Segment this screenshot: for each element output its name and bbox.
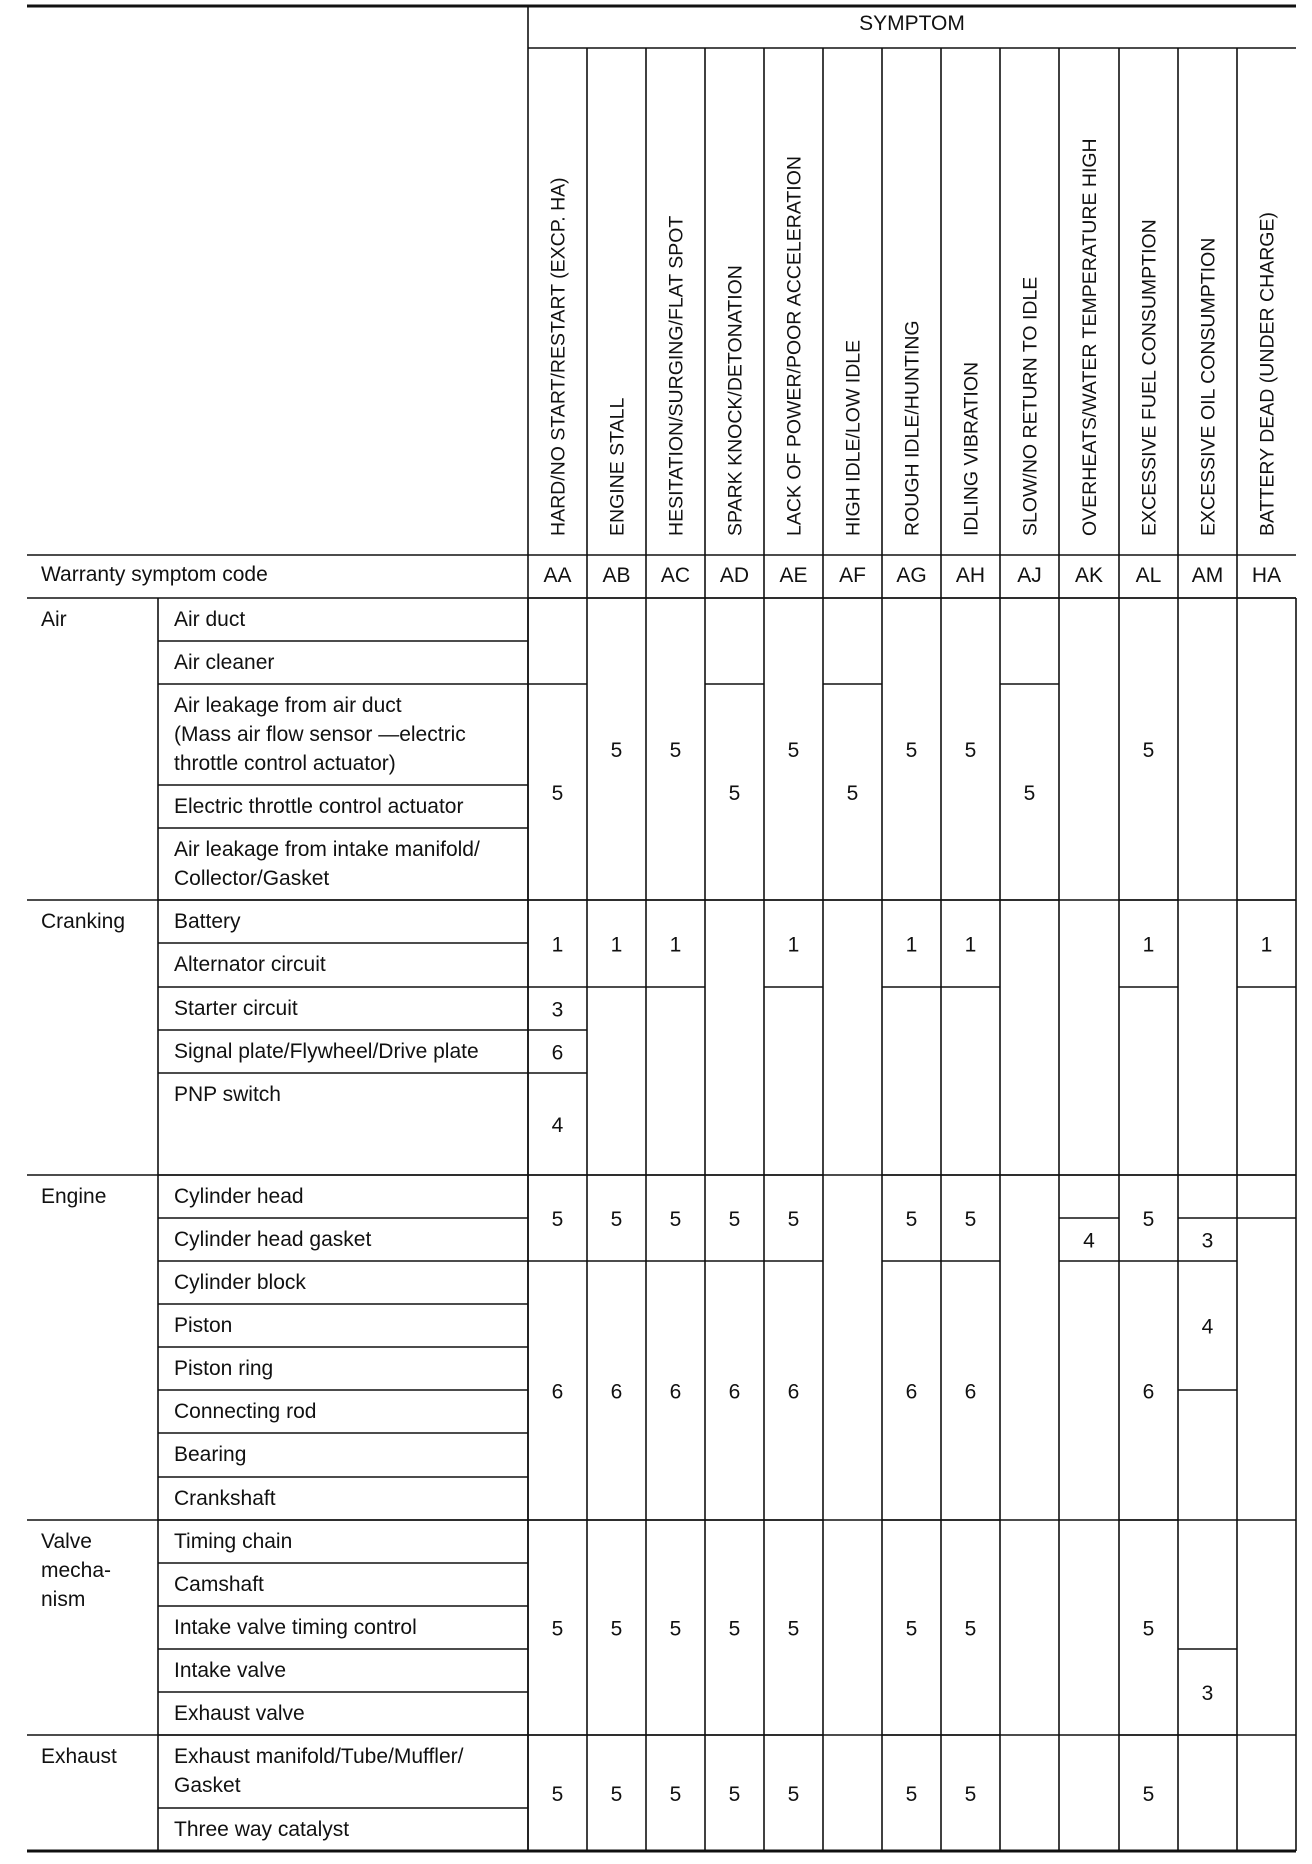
- priority-value: 1: [787, 933, 800, 957]
- priority-value: 5: [610, 1783, 623, 1806]
- symptom-code-ab: AB: [602, 564, 631, 587]
- priority-value: 5: [787, 739, 800, 762]
- symptom-label-ha: BATTERY DEAD (UNDER CHARGE): [1256, 212, 1279, 536]
- priority-value: 5: [551, 782, 564, 805]
- priority-value: 6: [905, 1380, 918, 1404]
- symptom-code-aa: AA: [543, 564, 572, 587]
- priority-value: 5: [610, 1208, 623, 1231]
- component-label: Connecting rod: [174, 1400, 317, 1423]
- symptom-label-ab: ENGINE STALL: [606, 397, 629, 536]
- priority-value: 1: [669, 933, 682, 957]
- category-label: mecha-: [41, 1559, 112, 1582]
- symptom-code-al: AL: [1135, 564, 1162, 587]
- category-label: Engine: [41, 1185, 107, 1208]
- symptom-code-ae: AE: [779, 564, 808, 587]
- table-text: [41, 12, 1281, 1841]
- priority-value: 1: [1260, 933, 1273, 957]
- component-label: Three way catalyst: [174, 1818, 350, 1841]
- symptom-code-ac: AC: [660, 564, 691, 587]
- priority-value: 5: [669, 1617, 682, 1641]
- priority-value: 5: [1142, 1617, 1155, 1641]
- priority-value: 1: [1142, 933, 1155, 957]
- component-label: Intake valve timing control: [174, 1616, 417, 1639]
- symptom-label-ak: OVERHEATS/WATER TEMPERATURE HIGH: [1079, 138, 1101, 536]
- priority-value: 5: [964, 1617, 977, 1641]
- priority-value: 4: [1083, 1229, 1095, 1253]
- component-label: Exhaust manifold/Tube/Muffler/: [174, 1745, 464, 1768]
- priority-value: 4: [1201, 1315, 1214, 1339]
- symptom-code-am: AM: [1191, 564, 1224, 587]
- component-label: Piston ring: [174, 1357, 274, 1380]
- symptom-label-aj: SLOW/NO RETURN TO IDLE: [1019, 276, 1042, 536]
- component-label: Electric throttle control actuator: [174, 795, 464, 818]
- priority-value: 1: [964, 933, 977, 957]
- component-label: Air duct: [174, 608, 246, 631]
- component-label: Alternator circuit: [174, 953, 326, 976]
- category-label: Air: [41, 608, 67, 631]
- priority-value: 5: [787, 1617, 800, 1641]
- priority-value: 5: [1142, 1208, 1155, 1231]
- symptom-label-ag: ROUGH IDLE/HUNTING: [901, 320, 924, 536]
- priority-value: 5: [964, 1208, 977, 1231]
- priority-value: 5: [669, 739, 682, 762]
- component-label: Signal plate/Flywheel/Drive plate: [174, 1040, 479, 1063]
- priority-value: 5: [551, 1617, 564, 1641]
- priority-value: 5: [728, 1617, 741, 1641]
- symptom-code-ag: AG: [896, 564, 927, 587]
- priority-value: 6: [787, 1380, 800, 1404]
- component-label: throttle control actuator): [174, 752, 396, 775]
- symptom-label-al: EXCESSIVE FUEL CONSUMPTION: [1138, 219, 1161, 536]
- priority-value: 5: [905, 1208, 918, 1231]
- category-label: nism: [41, 1588, 86, 1611]
- priority-value: 3: [1201, 1229, 1214, 1253]
- priority-value: 6: [1142, 1380, 1155, 1404]
- component-label: (Mass air flow sensor —electric: [174, 723, 466, 746]
- priority-value: 5: [728, 1783, 741, 1806]
- warranty-code-label: Warranty symptom code: [41, 563, 268, 586]
- priority-value: 5: [787, 1208, 800, 1231]
- priority-value: 5: [610, 1617, 623, 1641]
- priority-value: 3: [1201, 1682, 1214, 1705]
- symptom-code-ha: HA: [1251, 564, 1282, 587]
- component-label: Starter circuit: [174, 997, 298, 1020]
- priority-value: 5: [669, 1208, 682, 1231]
- priority-value: 5: [964, 1783, 977, 1806]
- component-label: Intake valve: [174, 1659, 287, 1682]
- component-label: Battery: [174, 910, 241, 933]
- priority-value: 5: [905, 1783, 918, 1806]
- component-label: Air leakage from air duct: [174, 694, 402, 717]
- priority-value: 6: [610, 1380, 623, 1404]
- priority-value: 6: [728, 1380, 741, 1404]
- symptom-code-ah: AH: [955, 564, 986, 587]
- component-label: Gasket: [174, 1774, 241, 1797]
- priority-value: 1: [610, 933, 623, 957]
- priority-value: 6: [964, 1380, 977, 1404]
- priority-value: 5: [1142, 739, 1155, 762]
- symptom-code-af: AF: [839, 564, 866, 587]
- priority-value: 3: [551, 998, 564, 1022]
- component-label: Piston: [174, 1314, 233, 1337]
- symptom-title: SYMPTOM: [859, 12, 965, 35]
- priority-value: 1: [905, 933, 918, 957]
- priority-value: 4: [551, 1114, 564, 1137]
- priority-value: 5: [551, 1208, 564, 1231]
- component-label: Air cleaner: [174, 651, 275, 674]
- component-label: Exhaust valve: [174, 1702, 305, 1725]
- symptom-label-ae: LACK OF POWER/POOR ACCELERATION: [783, 156, 806, 536]
- priority-value: 5: [964, 739, 977, 762]
- component-label: PNP switch: [174, 1083, 281, 1106]
- priority-value: 5: [551, 1783, 564, 1806]
- priority-value: 5: [669, 1783, 682, 1806]
- component-label: Bearing: [174, 1443, 247, 1466]
- priority-value: 6: [669, 1380, 682, 1404]
- component-label: Camshaft: [174, 1573, 264, 1596]
- symptom-label-ah: IDLING VIBRATION: [960, 361, 983, 536]
- priority-value: 6: [551, 1041, 564, 1065]
- component-label: Cylinder head gasket: [174, 1228, 372, 1251]
- priority-value: 5: [905, 1617, 918, 1641]
- priority-value: 5: [728, 782, 741, 805]
- symptom-label-ac: HESITATION/SURGING/FLAT SPOT: [665, 215, 688, 536]
- component-label: Crankshaft: [174, 1487, 276, 1510]
- symptom-code-ak: AK: [1074, 564, 1104, 587]
- category-label: Exhaust: [41, 1745, 117, 1768]
- component-label: Cylinder head: [174, 1185, 304, 1208]
- symptom-label-af: HIGH IDLE/LOW IDLE: [842, 339, 865, 536]
- component-label: Collector/Gasket: [174, 867, 330, 890]
- symptom-label-ad: SPARK KNOCK/DETONATION: [724, 265, 747, 536]
- symptom-label-aa: HARD/NO START/RESTART (EXCP. HA): [547, 177, 570, 536]
- component-label: Timing chain: [174, 1530, 293, 1553]
- component-label: Air leakage from intake manifold/: [174, 838, 480, 861]
- symptom-code-ad: AD: [719, 564, 750, 587]
- component-label: Cylinder block: [174, 1271, 306, 1294]
- priority-value: 5: [1142, 1783, 1155, 1806]
- priority-value: 6: [551, 1380, 564, 1404]
- symptom-label-am: EXCESSIVE OIL CONSUMPTION: [1197, 237, 1220, 536]
- priority-value: 5: [905, 739, 918, 762]
- priority-value: 5: [610, 739, 623, 762]
- symptom-code-aj: AJ: [1017, 564, 1042, 587]
- priority-value: 5: [787, 1783, 800, 1806]
- priority-value: 1: [551, 933, 564, 957]
- category-label: Cranking: [41, 910, 126, 933]
- category-label: Valve: [41, 1530, 92, 1553]
- priority-value: 5: [728, 1208, 741, 1231]
- priority-value: 5: [846, 782, 859, 805]
- priority-value: 5: [1023, 782, 1036, 805]
